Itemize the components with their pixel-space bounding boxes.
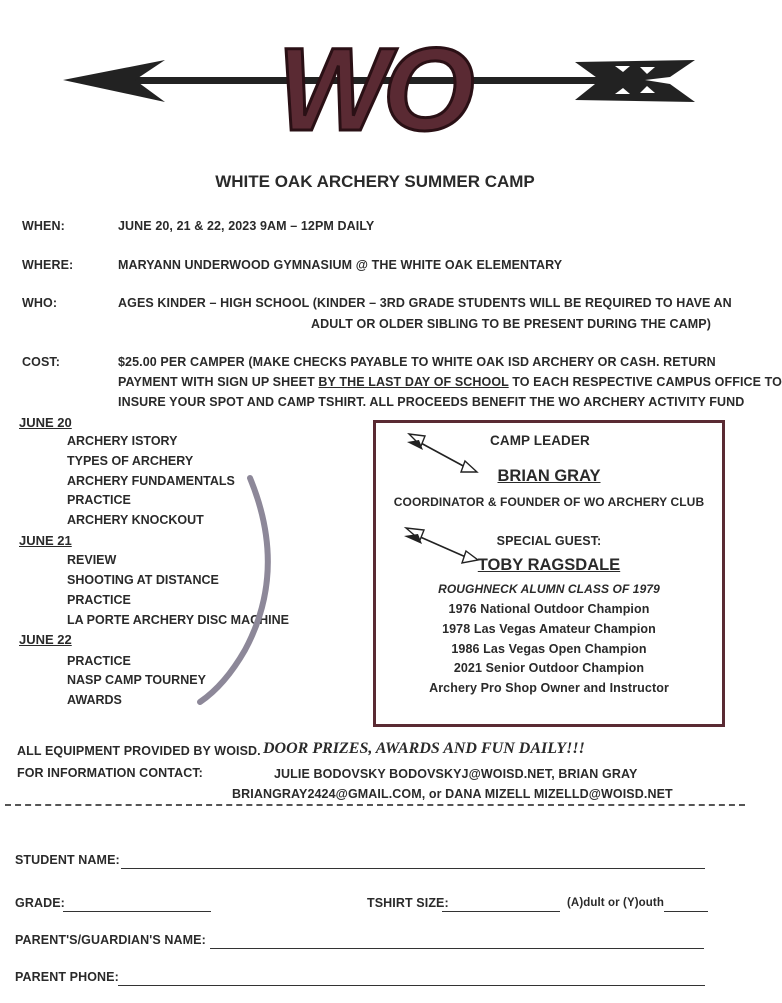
prizes-note: DOOR PRIZES, AWARDS AND FUN DAILY!!! — [263, 740, 585, 757]
schedule-item: AWARDS — [67, 693, 122, 707]
tshirt-size-label: TSHIRT SIZE: — [367, 896, 449, 910]
who-line1: AGES KINDER – HIGH SCHOOL (KINDER – 3RD GRADE STUDENTS WILL BE REQUIRED TO HAVE AN — [118, 296, 732, 310]
schedule-item: ARCHERY KNOCKOUT — [67, 513, 204, 527]
schedule-item: LA PORTE ARCHERY DISC MACHINE — [67, 613, 290, 627]
student-name-field[interactable] — [121, 855, 705, 869]
cut-line — [5, 804, 745, 806]
cost-deadline: BY THE LAST DAY OF SCHOOL — [318, 375, 509, 389]
schedule-item: ARCHERY FUNDAMENTALS — [67, 474, 235, 488]
cost-label: COST: — [22, 355, 60, 369]
schedule-day-june-21: JUNE 21 — [19, 533, 72, 548]
guardian-name-field[interactable] — [210, 935, 704, 949]
grade-label: GRADE: — [15, 896, 65, 910]
parent-phone-field[interactable] — [118, 972, 705, 986]
schedule-item: REVIEW — [67, 553, 117, 567]
leader-role: COORDINATOR & FOUNDER OF WO ARCHERY CLUB — [393, 495, 705, 509]
adult-youth-label: (A)dult or (Y)outh — [567, 897, 664, 909]
contact-label: FOR INFORMATION CONTACT: — [17, 766, 203, 780]
achievement: Archery Pro Shop Owner and Instructor — [429, 681, 669, 695]
where-label: WHERE: — [22, 258, 74, 272]
camp-leader-heading: CAMP LEADER — [490, 433, 590, 448]
adult-youth-field[interactable] — [664, 898, 708, 912]
leader-name: BRIAN GRAY — [497, 467, 601, 485]
where-value: MARYANN UNDERWOOD GYMNASIUM @ THE WHITE OAK ELEMENTARY — [118, 258, 563, 272]
when-value: JUNE 20, 21 & 22, 2023 9AM – 12PM DAILY — [118, 219, 375, 233]
schedule-item: PRACTICE — [67, 654, 131, 668]
who-line2: ADULT OR OLDER SIBLING TO BE PRESENT DURING THE CAMP) — [311, 317, 711, 331]
when-label: WHEN: — [22, 219, 65, 233]
achievement: 1986 Las Vegas Open Champion — [451, 642, 647, 656]
schedule-day-june-22: JUNE 22 — [19, 632, 72, 647]
schedule-item: PRACTICE — [67, 593, 131, 607]
wo-arrow-logo — [55, 22, 705, 156]
special-guest-heading: SPECIAL GUEST: — [496, 534, 602, 548]
contact-line1: JULIE BODOVSKY BODOVSKYJ@WOISD.NET, BRIAN GRAY — [274, 767, 638, 781]
guest-subtitle: ROUGHNECK ALUMN CLASS OF 1979 — [438, 582, 660, 596]
page-title: WHITE OAK ARCHERY SUMMER CAMP — [215, 172, 535, 191]
tshirt-size-field[interactable] — [442, 898, 560, 912]
bow-arc-decoration — [170, 470, 290, 710]
schedule-item: TYPES OF ARCHERY — [67, 454, 194, 468]
parent-phone-label: PARENT PHONE: — [15, 970, 119, 984]
grade-field[interactable] — [63, 898, 211, 912]
who-label: WHO: — [22, 296, 58, 310]
cost-line1: $25.00 PER CAMPER (MAKE CHECKS PAYABLE TO WHITE OAK ISD ARCHERY OR CASH. RETURN — [118, 355, 716, 369]
cost-line2c: TO EACH RESPECTIVE CAMPUS OFFICE TO — [508, 375, 782, 389]
cost-line2 — [118, 375, 782, 389]
contact-line2: BRIANGRAY2424@GMAIL.COM, or DANA MIZELL MIZELLD@WOISD.NET — [232, 787, 673, 801]
equipment-note: ALL EQUIPMENT PROVIDED BY WOISD. — [17, 744, 261, 758]
cost-line2a: PAYMENT WITH SIGN UP SHEET — [118, 375, 319, 389]
guardian-name-label: PARENT'S/GUARDIAN'S NAME: — [15, 933, 206, 947]
cost-line3: INSURE YOUR SPOT AND CAMP TSHIRT. ALL PROCEEDS BENEFIT THE WO ARCHERY ACTIVITY FUND — [118, 395, 745, 409]
achievement: 1978 Las Vegas Amateur Champion — [442, 622, 656, 636]
schedule-day-june-20: JUNE 20 — [19, 415, 72, 430]
guest-name: TOBY RAGSDALE — [477, 556, 621, 574]
schedule-item: SHOOTING AT DISTANCE — [67, 573, 219, 587]
achievement: 2021 Senior Outdoor Champion — [453, 661, 645, 675]
logo-text: WO — [277, 24, 469, 156]
schedule-item: PRACTICE — [67, 493, 131, 507]
student-name-label: STUDENT NAME: — [15, 853, 120, 867]
achievement: 1976 National Outdoor Champion — [448, 602, 650, 616]
schedule-item: ARCHERY ISTORY — [67, 434, 178, 448]
schedule-item: NASP CAMP TOURNEY — [67, 673, 206, 687]
